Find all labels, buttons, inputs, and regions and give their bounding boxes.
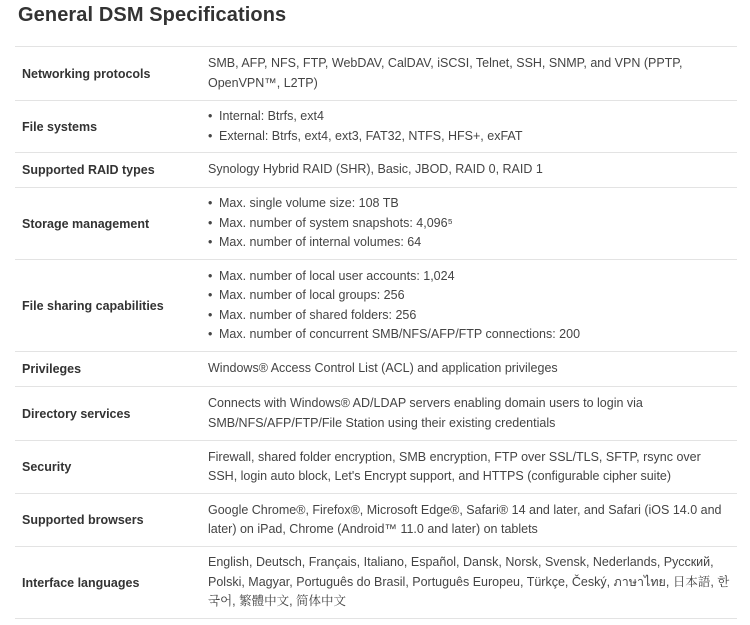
spec-value: Windows® Access Control List (ACL) and application privileges <box>208 361 558 376</box>
spec-value <box>208 267 737 345</box>
spec-label: Privileges <box>22 362 82 376</box>
spec-row-supported-browsers <box>15 494 737 547</box>
spec-value: SMB, AFP, NFS, FTP, WebDAV, CalDAV, iSCSI, Telnet, SSH, SNMP, and VPN (PPTP, OpenVPN™, L2TP) <box>208 56 683 90</box>
spec-row-security <box>15 441 737 494</box>
spec-value: Synology Hybrid RAID (SHR), Basic, JBOD, RAID 0, RAID 1 <box>208 162 543 177</box>
spec-row-directory-services <box>15 387 737 441</box>
spec-label: File sharing capabilities <box>22 298 164 313</box>
spec-row-interface-languages <box>15 547 737 619</box>
spec-value-list <box>208 107 731 146</box>
list-item: • Max. number of internal volumes: 64 <box>208 233 731 253</box>
spec-row-file-systems <box>15 101 737 153</box>
spec-value <box>208 107 737 146</box>
spec-row-networking-protocols <box>15 47 737 101</box>
spec-label: Directory services <box>22 406 131 421</box>
spec-value: Google Chrome®, Firefox®, Microsoft Edge®, Safari® 14 and later, and Safari (iOS 14.0 and later) on iPad, Chrome (Android™ 11.0 and later) on tablets <box>208 502 722 536</box>
spec-label: Storage management <box>22 216 150 231</box>
spec-value <box>208 194 737 253</box>
list-item: • Max. number of local groups: 256 <box>208 286 731 306</box>
spec-value-list <box>208 194 731 253</box>
spec-value: English, Deutsch, Français, Italiano, Español, Dansk, Norsk, Svensk, Nederlands, Русский, Polski, Magyar, Português do Brasil, Português Europeu, Türkçe, Český, ภาษาไทย, 日本語, 한국어, 繁體中文, 简体中文 <box>208 555 730 609</box>
spec-label: Supported browsers <box>22 513 144 527</box>
spec-value: Firewall, shared folder encryption, SMB encryption, FTP over SSL/TLS, SFTP, rsync over SSH, login auto block, Let's Encrypt support, and HTTPS (configurable cipher suite) <box>208 449 701 483</box>
spec-row-storage-management <box>15 188 737 260</box>
spec-value: Connects with Windows® AD/LDAP servers enabling domain users to login via SMB/NFS/AFP/FTP/File Station using their existing credentials <box>208 396 643 430</box>
list-item: • Max. number of local user accounts: 1,024 <box>208 267 731 287</box>
spec-row-privileges <box>15 352 737 387</box>
spec-label: Networking protocols <box>22 66 151 81</box>
spec-row-supported-raid-types <box>15 153 737 188</box>
list-item: • Max. number of concurrent SMB/NFS/AFP/FTP connections: 200 <box>208 325 731 345</box>
list-item: • Internal: Btrfs, ext4 <box>208 107 731 127</box>
page-title: General DSM Specifications <box>18 4 287 26</box>
list-item: • Max. number of shared folders: 256 <box>208 306 731 326</box>
spec-label: Interface languages <box>22 575 140 590</box>
spec-table <box>15 46 737 619</box>
spec-label: Supported RAID types <box>22 163 155 177</box>
spec-row-file-sharing-capabilities <box>15 260 737 352</box>
spec-label: File systems <box>22 119 98 134</box>
list-item: • External: Btrfs, ext4, ext3, FAT32, NTFS, HFS+, exFAT <box>208 127 731 147</box>
spec-label: Security <box>22 460 72 474</box>
list-item: • Max. single volume size: 108 TB <box>208 194 731 214</box>
list-item: • Max. number of system snapshots: 4,096⁵ <box>208 214 731 234</box>
spec-value-list <box>208 267 731 345</box>
